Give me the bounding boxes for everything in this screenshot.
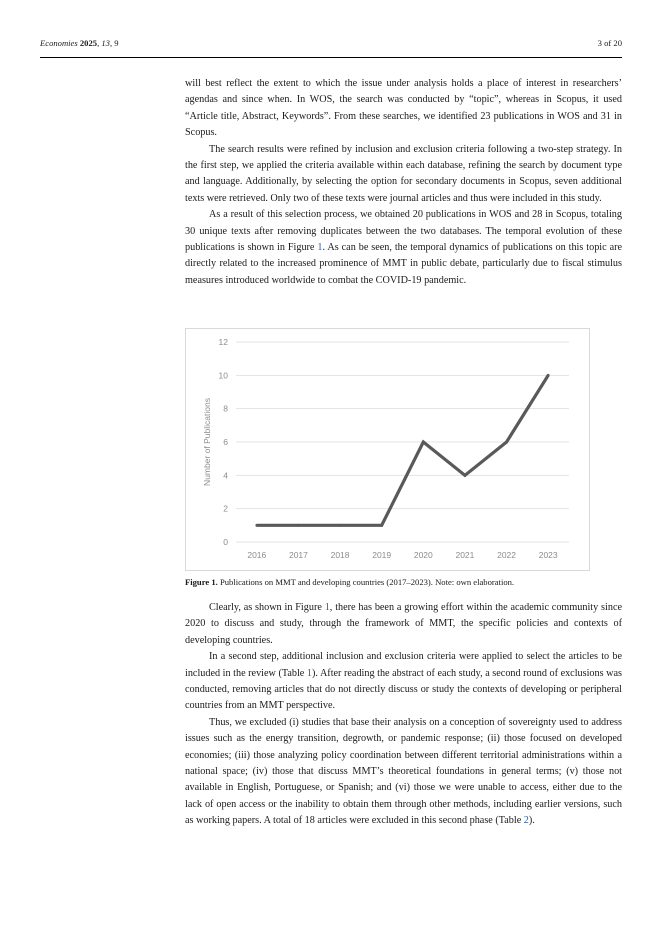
series-line [257, 375, 548, 525]
journal-citation: Economies 2025, 13, 9 [40, 38, 119, 48]
page-number: 3 of 20 [597, 38, 622, 48]
x-tick-label: 2019 [372, 550, 392, 560]
paragraph: will best reflect the extent to which the issue under analysis holds a place of interest in researchers’ agendas and since when. In WOS, the search was conducted by “topic”, whereas in Scopus, it used “Article title, Abstract, Keywords”. From these searches, we identified 23 publications in WOS and 31 in Scopus. [185, 78, 622, 139]
body-text-bottom [185, 600, 622, 830]
line-chart [186, 329, 589, 570]
header-rule [40, 57, 622, 58]
data-point [297, 524, 300, 527]
x-tick-label: 2023 [538, 550, 558, 560]
data-point [505, 441, 508, 444]
table-reference-link[interactable]: 2 [523, 815, 529, 827]
y-tick-label: 2 [223, 503, 228, 514]
running-header [40, 38, 622, 52]
y-tick-label: 10 [218, 370, 228, 381]
paragraph: As a result of this selection process, we obtained 20 publications in WOS and 28 in Scopus, totaling 30 unique texts after removing duplicates between the two databases. The temporal evolution of these publications is shown in Figure 1. As can be seen, the temporal dynamics of publications on this topic are directly related to the increased prominence of MMT in public debate, particularly due to fiscal stimulus measures introduced worldwide to combat the COVID-19 pandemic. [185, 209, 623, 286]
figure-caption [185, 576, 622, 588]
figure-label: Figure 1. [185, 577, 218, 587]
data-point [464, 474, 467, 477]
figure-caption-text: Publications on MMT and developing countries (2017–2023). Note: own elaboration. [219, 577, 515, 587]
x-tick-label: 2021 [455, 550, 475, 560]
figure-reference-link[interactable]: 1 [317, 242, 323, 254]
paragraph: In a second step, additional inclusion and exclusion criteria were applied to select the articles to be included in the review (Table 1). After reading the abstract of each study, a second round of exclusions was conducted, removing articles that do not directly discuss or study the contexts of developing or peripheral countries from an MMT perspective. [185, 651, 622, 712]
figure-1-chart [185, 328, 590, 571]
y-tick-label: 12 [218, 337, 228, 347]
y-tick-label: 8 [223, 403, 228, 414]
table-reference-link[interactable]: 1 [306, 667, 312, 679]
data-point [380, 524, 383, 527]
y-axis-title: Number of Publications [202, 398, 212, 486]
paragraph: Clearly, as shown in Figure 1, there has been a growing effort within the academic community since 2020 to discuss and study, through the framework of MMT, the specific policies and contexts of developing countries. [185, 602, 622, 646]
data-point [339, 524, 342, 527]
body-text-top [185, 76, 622, 289]
data-point [422, 441, 425, 444]
x-tick-label: 2020 [413, 550, 433, 560]
x-tick-label: 2018 [330, 550, 350, 560]
x-tick-label: 2017 [288, 550, 308, 560]
paragraph: The search results were refined by inclusion and exclusion criteria following a two-step strategy. In the first step, we applied the criteria available within each database, refining the search by document type and language. Additionally, by selecting the option for secondary documents in Scopus, seven additional texts were retrieved. Only two of these texts were journal articles and thus were included in this study. [185, 143, 622, 204]
y-tick-label: 4 [223, 470, 228, 481]
y-tick-label: 0 [223, 537, 228, 547]
data-point [547, 374, 550, 377]
x-tick-label: 2016 [247, 550, 267, 560]
x-tick-label: 2022 [497, 550, 517, 560]
figure-reference-link[interactable]: 1 [324, 602, 330, 613]
y-tick-label: 6 [223, 437, 228, 447]
paragraph: Thus, we excluded (i) studies that base their analysis on a conception of sovereignty used to address issues such as the energy transition, degrowth, or pandemic response; (ii) those focused on developed economies; (iii) those analyzing policy coordination between different territorial administrations within a national space; (iv) those that discuss MMT’s theoretical foundations in general terms; (v) those not available in English, Portuguese, or Spanish; and (vi) those we were unable to access, either due to the lack of open access or the inability to obtain them through other methods, including earlier versions, such as working papers. A total of 18 articles were excluded in this second phase (Table 2). [185, 716, 622, 827]
data-point [255, 524, 258, 527]
